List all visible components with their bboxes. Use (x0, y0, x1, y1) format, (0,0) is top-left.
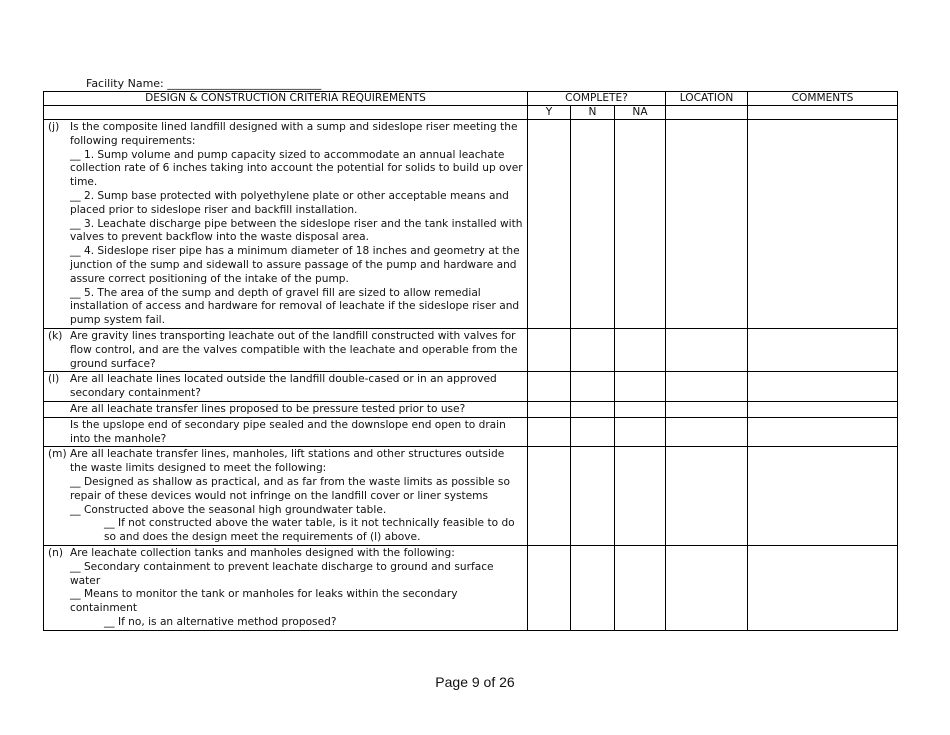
requirement-question: Are all leachate lines located outside the landfill double-cased or in an approved secondary containment? (70, 373, 497, 400)
requirement-checklist-item: __ Means to monitor the tank or manholes for leaks within the secondary containment (70, 588, 458, 615)
requirement-checklist-item: __ 2. Sump base protected with polyethylene plate or other acceptable means and placed prior to sideslope riser and backfill installation. (70, 189, 509, 216)
n-cell[interactable] (571, 545, 615, 630)
requirement-label: (k) (48, 329, 63, 342)
na-header: NA (615, 106, 666, 120)
location-cell[interactable] (666, 545, 748, 630)
comments-subheader-empty (748, 106, 898, 120)
requirement-cell (44, 328, 528, 371)
requirement-question: Is the upslope end of secondary pipe sealed and the downslope end open to drain into the manhole? (70, 418, 506, 445)
facility-name-field: Facility Name: ____________________________ (86, 77, 322, 90)
requirement-checklist-item: __ 4. Sideslope riser pipe has a minimum diameter of 18 inches and geometry at the junction of the sump and sidewall to assure passage of the pump and hardware and assure correct positioning of the intake of the pump. (70, 245, 520, 285)
requirement-label: (n) (48, 546, 63, 559)
y-cell[interactable] (528, 545, 571, 630)
location-cell[interactable] (666, 120, 748, 329)
requirement-checklist-item: __ Secondary containment to prevent leachate discharge to ground and surface water (70, 560, 494, 587)
n-cell[interactable] (571, 372, 615, 402)
requirement-cell (44, 447, 528, 546)
table-row (44, 328, 898, 371)
requirement-checklist-item: __ 5. The area of the sump and depth of gravel fill are sized to allow remedial installation of access and hardware for removal of leachate if the sideslope riser and pump system fail. (70, 286, 520, 327)
requirement-cell (44, 545, 528, 630)
table-row (44, 401, 898, 417)
requirement-question: Are all leachate transfer lines proposed to be pressure tested prior to use? (70, 402, 466, 415)
comments-cell[interactable] (748, 545, 898, 630)
na-cell[interactable] (615, 417, 666, 447)
requirement-checklist-item: __ If no, is an alternative method proposed? (104, 615, 337, 628)
table-row (44, 417, 898, 447)
n-header: N (571, 106, 615, 120)
requirement-checklist-item: __ Constructed above the seasonal high groundwater table. (70, 503, 387, 516)
na-cell[interactable] (615, 447, 666, 546)
comments-header: COMMENTS (748, 92, 898, 106)
comments-cell[interactable] (748, 328, 898, 371)
table-row (44, 545, 898, 630)
requirement-question: Are gravity lines transporting leachate out of the landfill constructed with valves for flow control, and are the valves compatible with the leachate and operable from the ground surface? (70, 329, 518, 370)
n-cell[interactable] (571, 328, 615, 371)
y-cell[interactable] (528, 401, 571, 417)
subheader-row (44, 106, 898, 120)
criteria-table (43, 91, 898, 631)
requirement-label (32, 403, 66, 417)
n-cell[interactable] (571, 417, 615, 447)
location-cell[interactable] (666, 401, 748, 417)
requirement-checklist-item: __ If not constructed above the water table, is it not technically feasible to do so and does the design meet the requirements of (l) above. (104, 517, 515, 544)
comments-cell[interactable] (748, 417, 898, 447)
requirement-question: Is the composite lined landfill designed with a sump and sideslope riser meeting the following requirements: (70, 121, 518, 147)
complete-header: COMPLETE? (528, 92, 666, 106)
y-cell[interactable] (528, 372, 571, 402)
page-number: Page 9 of 26 (435, 674, 515, 690)
requirement-cell (44, 120, 528, 329)
n-cell[interactable] (571, 447, 615, 546)
location-cell[interactable] (666, 328, 748, 371)
na-cell[interactable] (615, 401, 666, 417)
table-row (44, 372, 898, 402)
n-cell[interactable] (571, 401, 615, 417)
y-cell[interactable] (528, 447, 571, 546)
comments-cell[interactable] (748, 120, 898, 329)
comments-cell[interactable] (748, 372, 898, 402)
location-cell[interactable] (666, 417, 748, 447)
y-cell[interactable] (528, 417, 571, 447)
location-cell[interactable] (666, 372, 748, 402)
y-cell[interactable] (528, 120, 571, 329)
location-subheader-empty (666, 106, 748, 120)
requirement-cell (44, 372, 528, 402)
location-header: LOCATION (666, 92, 748, 106)
requirement-question: Are leachate collection tanks and manholes designed with the following: (70, 546, 455, 559)
requirement-label: (m) (48, 448, 67, 461)
requirement-cell (44, 401, 528, 417)
na-cell[interactable] (615, 120, 666, 329)
header-row (44, 92, 898, 106)
na-cell[interactable] (615, 545, 666, 630)
requirement-checklist-item: __ 1. Sump volume and pump capacity sized to accommodate an annual leachate collection rate of 6 inches taking into account the potential for solids to build up over time. (70, 148, 523, 189)
table-row (44, 120, 898, 329)
comments-cell[interactable] (748, 401, 898, 417)
na-cell[interactable] (615, 328, 666, 371)
requirements-subheader-empty (44, 106, 528, 120)
y-cell[interactable] (528, 328, 571, 371)
requirement-label: (l) (48, 373, 60, 386)
requirement-label (32, 419, 66, 447)
location-cell[interactable] (666, 447, 748, 546)
requirement-checklist-item: __ 3. Leachate discharge pipe between the sideslope riser and the tank installed with valves to prevent backflow into the waste disposal area. (70, 217, 523, 244)
requirement-checklist-item: __ Designed as shallow as practical, and as far from the waste limits as possible so repair of these devices would not infringe on the landfill cover or liner systems (70, 475, 510, 502)
table-row (44, 447, 898, 546)
y-header: Y (528, 106, 571, 120)
requirement-label: (j) (48, 121, 60, 133)
na-cell[interactable] (615, 372, 666, 402)
n-cell[interactable] (571, 120, 615, 329)
requirement-cell (44, 417, 528, 447)
requirements-header: DESIGN & CONSTRUCTION CRITERIA REQUIREMENTS (44, 92, 528, 106)
requirement-question: Are all leachate transfer lines, manholes, lift stations and other structures outside the waste limits designed to meet the following: (70, 448, 505, 475)
comments-cell[interactable] (748, 447, 898, 546)
